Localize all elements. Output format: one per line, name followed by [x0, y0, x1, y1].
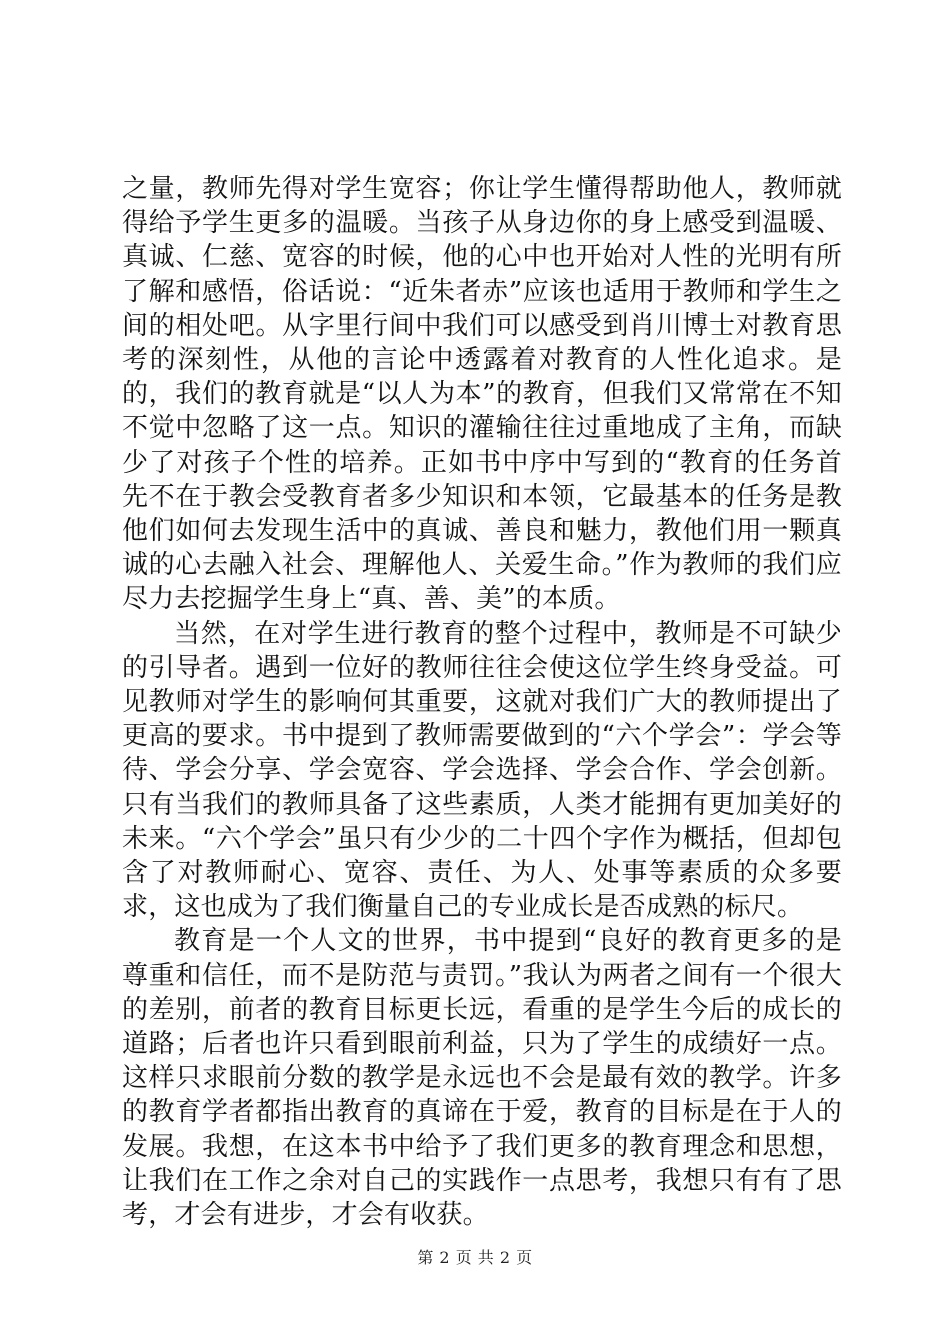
page-footer — [0, 1245, 950, 1268]
paragraph-2: 当然，在对学生进行教育的整个过程中，教师是不可缺少的引导者。遇到一位好的教师往往会使这位学生终身受益。可见教师对学生的影响何其重要，这就对我们广大的教师提出了更高的要求。书中提到了教师需要做到的“六个学会”：学会等待、学会分享、学会宽容、学会选择、学会合作、学会创新。只有当我们的教师具备了这些素质，人类才能拥有更加美好的未来。“六个学会”虽只有少少的二十四个字作为概括，但却包含了对教师耐心、宽容、责任、为人、处事等素质的众多要求，这也成为了我们衡量自己的专业成长是否成熟的标尺。 — [122, 618, 842, 923]
paragraph-3: 教育是一个人文的世界，书中提到“良好的教育更多的是尊重和信任，而不是防范与责罚。”我认为两者之间有一个很大的差别，前者的教育目标更长远，看重的是学生今后的成长的道路；后者也许只看到眼前利益，只为了学生的成绩好一点。这样只求眼前分数的教学是永远也不会是最有效的教学。许多的教育学者都指出教育的真谛在于爱，教育的目标是在于人的发展。我想，在这本书中给予了我们更多的教育理念和思想，让我们在工作之余对自己的实践作一点思考，我想只有有了思考，才会有进步，才会有收获。 — [122, 926, 842, 1231]
page-number-label: 第 2 页 共 2 页 — [417, 1248, 533, 1267]
document-body — [122, 172, 842, 1232]
paragraph-1: 之量，教师先得对学生宽容；你让学生懂得帮助他人，教师就得给予学生更多的温暖。当孩子从身边你的身上感受到温暖、真诚、仁慈、宽容的时候，他的心中也开始对人性的光明有所了解和感悟，俗话说：“近朱者赤”应该也适用于教师和学生之间的相处吧。从字里行间中我们可以感受到肖川博士对教育思考的深刻性，从他的言论中透露着对教育的人性化追求。是的，我们的教育就是“以人为本”的教育，但我们又常常在不知不觉中忽略了这一点。知识的灌输往往过重地成了主角，而缺少了对孩子个性的培养。正如书中序中写到的“教育的任务首先不在于教会受教育者多少知识和本领，它最基本的任务是教他们如何去发现生活中的真诚、善良和魅力，教他们用一颗真诚的心去融入社会、理解他人、关爱生命。”作为教师的我们应尽力去挖掘学生身上“真、善、美”的本质。 — [122, 174, 842, 615]
